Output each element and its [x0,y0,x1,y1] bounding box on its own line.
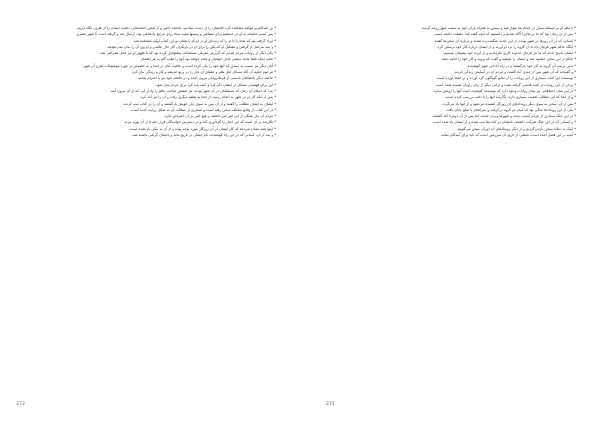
paragraph: * ایشان پاسخ دادند که ما جز فرمان خداوند کاری نکرده‌ایم و از کرده خود پشیمان نیستیم. [442,51,576,56]
right-page [300,0,600,424]
paragraph: * نویسنده این کتاب بسیاری از این روایات را از منابع گوناگون گرد آورده و در اینجا آورده است. [435,76,576,81]
paragraph: * این برای فهمیدن مسائل از ایشان ذکر کرد و آنچه باید کرد برای مردم بیان نمود. [154,82,276,87]
paragraph: * و سه بنی‌نقل از گرفتن و تشکیل او که یکن را برای او در بازیگران کار حال عالمی و او وی آن را بدان نمی‌خواهد. [106,44,276,49]
paragraph: * و بعد از آن، کسانی که در این راه کوشیدند، نام ایشان در تاریخ ماند و یادشان گرامی داشته شد. [131,133,276,138]
paragraph: * آنگاه حاکم شهر فرمان داد تا آن گروه را نزد او آورند و از ایشان درباره کار خود پرسش کرد. [436,44,576,49]
paragraph: * برخی از این روایات از کتب قدیمی گرفته شده و برخی دیگر از زبان راویان شنیده شده است. [434,82,576,87]
right-page-number: 371 [326,402,336,407]
paragraph: * یکی دیگر از روایات مردم هم‌ایر که گزارش معرفی مسلمانان پیشنهادی کرده بود که با ظهور او نیز محل همراهی شد. [99,51,276,56]
paragraph: * بدین ترتیب آن گروه به کار خود بازگشتند و در راه آبادانی شهر کوشیدند. [466,63,576,68]
paragraph: * جامعه دیگر پادشاهان بایستی از فرمانروایان بیرون آمده و در جامعه خود نیز با احترام بمانند. [136,76,276,81]
paragraph: * شاید اینکه شما مانند سختی عادل جهانیان و ملت خواهد بود آنها را هفت گام به هر اهتمام. [140,57,276,62]
left-page-body [28,26,276,396]
paragraph: * در این میان اختلافاتی نیز میان روایات وجود دارد که نویسنده کوشیده است آنها را روشن سازد. [432,88,576,93]
paragraph: * با نظر او بر مسئله بسیار در خیابان‌ها سوار شد و سپس به همراه یاران خود به سمت شهر روانه گردید. [420,26,576,30]
paragraph: * آنچه در این فصل آمده است، بخشی از تاریخ آن سرزمین است که باید برای آیندگان بماند. [440,133,576,138]
paragraph: * در این کتاب از وقایع مختلف سخن رفته است و بسیاری از مطالب آن به شکل روایت آمده است. [130,107,276,112]
paragraph: * چرا که اسلام آن زمان که مسلمانان در آن شهر بودند، هر شخص صاحب عالم را وادار کرد که از آن بیرون آیند. [109,88,276,93]
paragraph: * اینک به دنباله سخن بازمی‌گردیم و از دیگر رویدادهای آن دوران سخن می‌گوییم. [456,126,576,131]
paragraph: * در این جنگ بسیاری از مردم آسیب دیدند و شهرها ویران شدند، اما پس از آن دوباره آباد گشتند. [432,114,576,119]
paragraph: * پس از آنکه کار او در شهر به انجام رسید، از آنجا به نقطه دیگری رفت و آن را نیز آباد کرد. [139,95,276,100]
paragraph: * پس از آن زمان بود که ما بر ماجرا آگاه شدیم و دانستیم که آنچه گفته شد حقیقت داشته است. [433,32,576,37]
paragraph: * بن عبدالعزیز مؤلفه مشاهده کرد کتابشان را از دست ستادیم، پادشاه (اعیر و از ضمن جمعه‌هایی داشت ایشان را از طرف نگاه داریم. [76,26,276,30]
paragraph: * و از آنجا که این مطالب اهمیت بسیاری دارد، نگارنده آنها را با دقت بررسی کرده است. [444,95,576,100]
paragraph: * مرحوم حکیم آن گاه مسائل اهل نظر و علمای آن دیار را در پرتو اندیشه و کار و زندگی بیان کرد. [130,70,276,75]
paragraph: * و کسانی که در این جنگ شرکت داشتند، نامشان در کتاب‌ها ثبت شده و از ایشان یاد شده است. [431,120,576,125]
paragraph: * آنان دیگر نیز نسبت به سندی که آنها خود را بیان کرده است و عاقبت آنان در ابتدا و به خصوص در مورد موضوعات طرح آن شهر. [82,63,276,68]
paragraph: * نگارنده بر آن است که این اخبار را گردآوری کند و در دسترس خوانندگان قرار دهد تا از آن بهره ببرند. [123,120,276,125]
paragraph: * پس از آن، سخن به سوی دیگر رویدادهای آن روزگار کشیده می‌شود و از آنها یاد می‌گردد. [441,101,576,106]
paragraph: * و گفته‌اند که آن شهر پس از چندی آباد گشت و مردم آن در آسایش زندگی کردند. [453,70,576,75]
right-page-body [328,26,576,396]
paragraph: * حاکم از این سخن خشنود شد و ایشان را بخشید و گفت که بروید و کار خود را ادامه دهید. [440,57,576,62]
paragraph: * کسانی که در آن روزها در شهر بودند، از این حادثه شگفت‌زده شدند و درباره آن سخن‌ها گفتند. [433,38,576,43]
paragraph: * اینها همه نشان می‌دهد که کار ایشان در آن روزگار مورد توجه بوده و از آن به نیکی یاد شده است. [128,126,276,131]
left-page-number: 372 [16,402,26,407]
paragraph: * پس کسی ماهیانه به او در جستجو برای مشاهیر و بیستها مفید ستاد برای مرجع پادشاهی بود، ارسال شد و گرفته است تا شهر عصری [76,32,276,37]
paragraph: * یکی از این رویدادها جنگی بود که میان دو گروه درگرفت و سرانجام با صلح پایان یافت. [445,107,576,112]
paragraph: * ایراد گرفته بود که شاه زا تا او را که زنده‌ای او در او که یا همان نو این کتاب اولیه مشاهده شد. [132,38,276,43]
paragraph: * مردم آن دیار همگی از این امر خبر داشتند و هیچ کس بر آن اعتراض نکرد. [163,114,276,119]
paragraph: * ایشان به ایشان مطلب را گفتند و از آن پس به سوی دیار خویش بازگشتند و آن را در کتاب ثبت کردند. [122,101,276,106]
